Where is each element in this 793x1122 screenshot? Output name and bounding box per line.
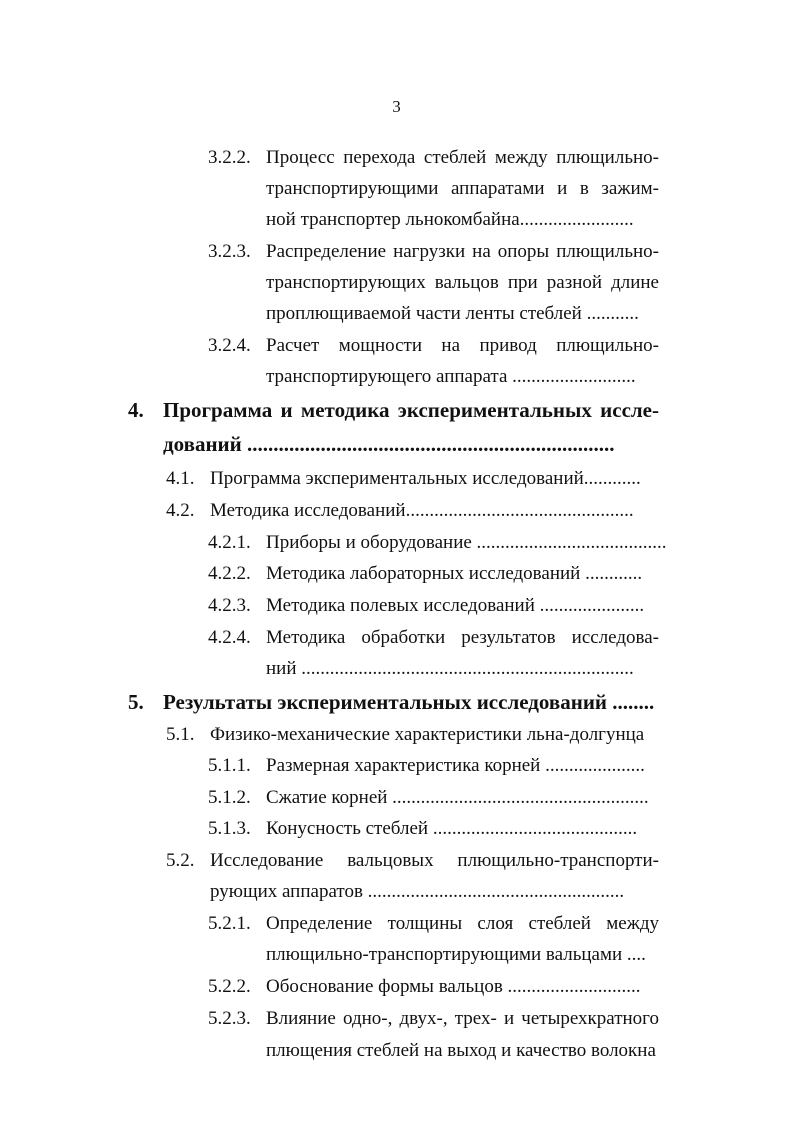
entry-title-line: Физико-механические характеристики льна-долгунца (210, 724, 645, 745)
entry-title-line: рующих аппаратов ...................................................... (210, 881, 625, 902)
entry-title-line: Методика полевых исследований ...................... (266, 595, 645, 616)
entry-title-line: плющильно-транспортирующими вальцами .... (266, 944, 646, 965)
entry-title-line: Методика исследований................................................ (210, 500, 634, 521)
entry-title-line: ний ...................................................................... (266, 658, 634, 679)
section-number: 3.2.3. (208, 241, 251, 262)
entry-title-line: транспортирующего аппарата .......................... (266, 366, 636, 387)
entry-title-line: Распределение нагрузки на опоры плющильно- (266, 241, 659, 262)
section-number: 4.2.4. (208, 627, 251, 648)
entry-title-line: Результаты экспериментальных исследований ........ (163, 690, 655, 714)
entry-title-line: Определение толщины слоя стеблей между (266, 913, 659, 934)
section-number: 5. (128, 690, 144, 714)
section-number: 5.1.2. (208, 787, 251, 808)
section-number: 4.1. (166, 468, 195, 489)
entry-title-line: Сжатие корней ...................................................... (266, 787, 649, 808)
section-number: 4. (128, 398, 144, 422)
section-number: 4.2. (166, 500, 195, 521)
entry-title-line: Приборы и оборудование ........................................ (266, 532, 667, 553)
entry-title-line: Процесс перехода стеблей между плющильно- (266, 147, 659, 168)
section-number: 3.2.2. (208, 147, 251, 168)
entry-title-line: Методика обработки результатов исследова- (266, 627, 659, 648)
entry-title-line: транспортирующими аппаратами и в зажим- (266, 178, 659, 199)
section-number: 5.1.3. (208, 818, 251, 839)
section-number: 4.2.1. (208, 532, 251, 553)
entry-title-line: Размерная характеристика корней ..................... (266, 755, 645, 776)
entry-title-line: ной транспортер льнокомбайна........................ (266, 209, 634, 230)
entry-title-line: Обоснование формы вальцов ............................ (266, 976, 641, 997)
entry-title-line: Влияние одно-, двух-, трех- и четырехкратного (266, 1008, 659, 1029)
section-number: 4.2.2. (208, 563, 251, 584)
section-number: 4.2.3. (208, 595, 251, 616)
section-number: 5.1.1. (208, 755, 251, 776)
entry-title-line: Программа экспериментальных исследований............ (210, 468, 641, 489)
entry-title-line: проплющиваемой части ленты стеблей ........... (266, 303, 639, 324)
section-number: 3.2.4. (208, 335, 251, 356)
entry-title-line: плющения стеблей на выход и качество волокна (266, 1040, 656, 1061)
entry-title-line: Конусность стеблей ........................................... (266, 818, 638, 839)
section-number: 5.1. (166, 724, 195, 745)
section-number: 5.2.3. (208, 1008, 251, 1029)
entry-title-line: транспортирующих вальцов при разной длине (266, 272, 659, 293)
entry-title-line: Программа и методика экспериментальных иссле- (163, 398, 659, 422)
entry-title-line: Расчет мощности на привод плющильно- (266, 335, 659, 356)
entry-title-line: Методика лабораторных исследований ............ (266, 563, 643, 584)
section-number: 5.2.1. (208, 913, 251, 934)
entry-title-line: Исследование вальцовых плющильно-транспорти- (210, 850, 659, 871)
entry-title-line: дований ...................................................................... (163, 432, 615, 456)
section-number: 5.2. (166, 850, 195, 871)
page-number: 3 (392, 97, 401, 116)
section-number: 5.2.2. (208, 976, 251, 997)
